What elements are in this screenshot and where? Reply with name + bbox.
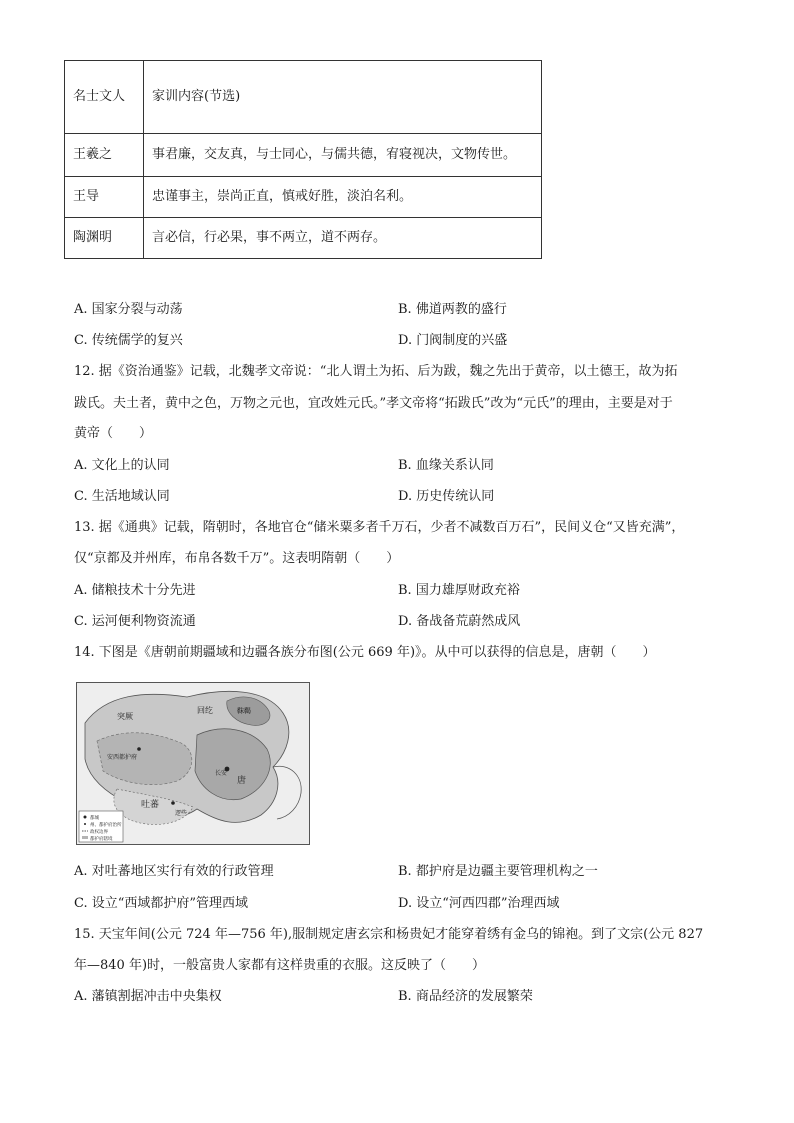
map-city-marker: [137, 747, 141, 751]
map-label: 逻些: [175, 810, 188, 817]
map-legend-text: 政权边界: [90, 830, 108, 835]
q13-stem-line-2: 仅“京都及并州库，布帛各数千万”。这表明隋朝（ ）: [74, 551, 400, 566]
table-cell-name: 王羲之: [65, 134, 144, 177]
map-label: 唐: [237, 776, 247, 786]
map-legend-symbol: [84, 816, 87, 819]
q12-option-a: A. 文化上的认同: [74, 458, 170, 473]
q12-stem-line-3: 黄帝（ ）: [74, 426, 153, 441]
map-legend-symbol: [82, 836, 88, 839]
map-label: 靺鞨: [237, 707, 251, 715]
map-legend-text: 都护府辖境: [90, 837, 113, 842]
q13-option-b: B. 国力雄厚财政充裕: [398, 583, 520, 598]
q12-stem-line-2: 跋氏。夫土者，黄中之色，万物之元也，宜改姓元氏。”孝文帝将“拓跋氏”改为“元氏”的理由，主要是对于: [74, 396, 673, 411]
map-legend-text: 都城: [90, 816, 99, 821]
map-label: 回纥: [197, 706, 213, 715]
table-cell-content: 言必信，行必果，事不两立，道不两存。: [144, 218, 542, 259]
q12-option-d: D. 历史传统认同: [398, 489, 495, 504]
q13-option-c: C. 运河便利物资流通: [74, 614, 196, 629]
map-label: 长安: [215, 770, 228, 777]
family-instructions-table: [64, 60, 542, 259]
q12-option-b: B. 血缘关系认同: [398, 458, 494, 473]
q12-stem-line-1: 12. 据《资治通鉴》记载，北魏孝文帝说：“北人谓土为拓、后为跋，魏之先出于黄帝，以土德王，故为拓: [74, 364, 678, 379]
q15-option-b: B. 商品经济的发展繁荣: [398, 989, 533, 1004]
table-row: [65, 218, 542, 259]
map-city-marker: [171, 801, 175, 805]
q15-stem-line-1: 15. 天宝年间(公元 724 年—756 年),服制规定唐玄宗和杨贵妃才能穿着绣有金乌的锦袍。到了文宗(公元 827: [74, 927, 704, 942]
q12-option-c: C. 生活地域认同: [74, 489, 170, 504]
map-legend-text: 州、都护府治所: [90, 823, 122, 828]
q11-option-b: B. 佛道两教的盛行: [398, 302, 507, 317]
q15-stem-line-2: 年—840 年)时，一般富贵人家都有这样贵重的衣服。这反映了（ ）: [74, 958, 486, 973]
q14-option-c: C. 设立“西域都护府”管理西域: [74, 896, 249, 911]
q11-option-a: A. 国家分裂与动荡: [74, 302, 183, 317]
table-cell-name: 王导: [65, 177, 144, 218]
q13-option-d: D. 备战备荒蔚然成风: [398, 614, 521, 629]
q14-option-d: D. 设立“河西四郡”治理西域: [398, 896, 560, 911]
table-row: [65, 134, 542, 177]
map-legend-symbol: [84, 823, 86, 825]
table-header-name: 名士文人: [65, 61, 144, 134]
map-label: 安西都护府: [107, 754, 138, 761]
q13-stem-line-1: 13. 据《通典》记载，隋朝时，各地官仓“储米粟多者千万石，少者不减数百万石”，民间义仓“又皆充满”，: [74, 520, 685, 535]
table-cell-content: 忠谨事主，崇尚正直，慎戒好胜，淡泊名利。: [144, 177, 542, 218]
q14-stem-line-1: 14. 下图是《唐朝前期疆域和边疆各族分布图(公元 669 年)》。从中可以获得的信息是，唐朝（ ）: [74, 645, 656, 660]
table-header-row: [65, 61, 542, 134]
q11-option-c: C. 传统儒学的复兴: [74, 333, 183, 348]
q13-option-a: A. 储粮技术十分先进: [74, 583, 196, 598]
map-label: 吐蕃: [141, 800, 160, 810]
map-graphic: [77, 683, 309, 844]
q11-option-d: D. 门阀制度的兴盛: [398, 333, 508, 348]
table-header-content: 家训内容(节选): [144, 61, 542, 134]
table-cell-content: 事君廉，交友真，与士同心，与儒共德，宥寝视决，文物传世。: [144, 134, 542, 177]
q14-option-b: B. 都护府是边疆主要管理机构之一: [398, 864, 598, 879]
q14-option-a: A. 对吐蕃地区实行有效的行政管理: [74, 864, 274, 879]
q15-option-a: A. 藩镇割据冲击中央集权: [74, 989, 222, 1004]
tang-territory-map: [76, 682, 310, 845]
table-row: [65, 177, 542, 218]
map-label: 突厥: [117, 712, 133, 721]
table-cell-name: 陶渊明: [65, 218, 144, 259]
